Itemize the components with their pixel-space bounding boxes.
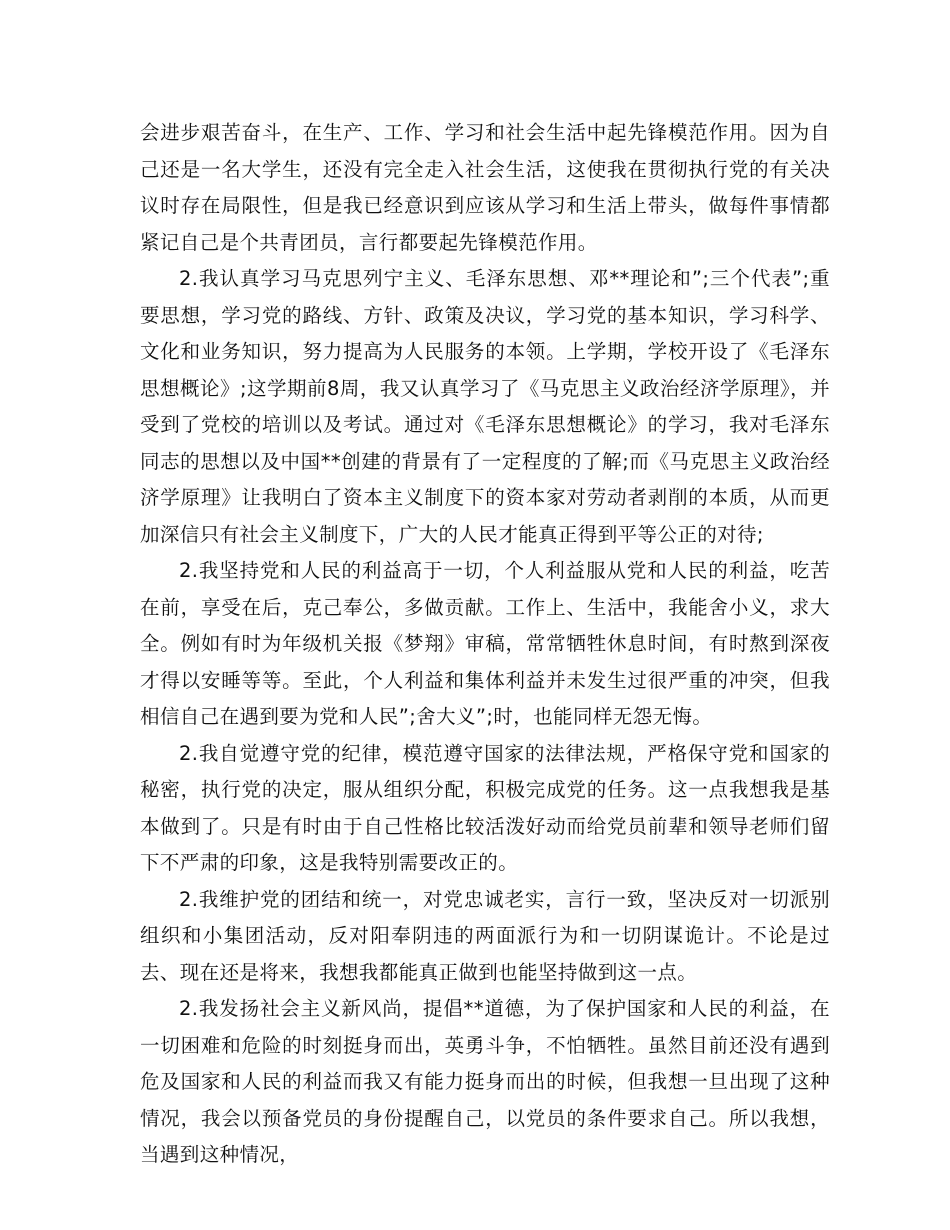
- paragraph-new-ethos: 2.我发扬社会主义新风尚，提倡**道德，为了保护国家和人民的利益，在一切困难和危险的时刻挺身而出，英勇斗争，不怕牺牲。虽然目前还没有遇到危及国家和人民的利益而我又有能力挺身而出的时候，但我想一旦出现了这种情况，我会以预备党员的身份提醒自己，以党员的条件要求自己。所以我想，当遇到这种情况，: [140, 997, 830, 1166]
- paragraph-party-unity: 2.我维护党的团结和统一，对党忠诚老实，言行一致，坚决反对一切派别组织和小集团活动，反对阳奉阴违的两面派行为和一切阴谋诡计。不论是过去、现在还是将来，我想我都能真正做到也能坚持做到这一点。: [140, 887, 830, 984]
- paragraph-party-discipline: 2.我自觉遵守党的纪律，模范遵守国家的法律法规，严格保守党和国家的秘密，执行党的决定，服从组织分配，积极完成党的任务。这一点我想我是基本做到了。只是有时由于自己性格比较活泼好动而给党员前辈和领导老师们留下不严肃的印象，这是我特别需要改正的。: [140, 741, 830, 874]
- paragraph-continuation: 会进步艰苦奋斗，在生产、工作、学习和社会生活中起先锋模范作用。因为自己还是一名大学生，还没有完全走入社会生活，这使我在贯彻执行党的有关决议时存在局限性，但是我已经意识到应该从学习和生活上带头，做每件事情都紧记自己是个共青团员，言行都要起先锋模范作用。: [140, 121, 830, 254]
- paragraph-study-theory: 2.我认真学习马克思列宁主义、毛泽东思想、邓**理论和”;三个代表”;重要思想，学习党的路线、方针、政策及决议，学习党的基本知识，学习科学、文化和业务知识，努力提高为人民服务的本领。上学期，学校开设了《毛泽东思想概论》;这学期前8周，我又认真学习了《马克思主义政治经济学原理》，并受到了党校的培训以及考试。通过对《毛泽东思想概论》的学习，我对毛泽东同志的思想以及中国**创建的背景有了一定程度的了解;而《马克思主义政治经济学原理》让我明白了资本主义制度下的资本家对劳动者剥削的本质，从而更加深信只有社会主义制度下，广大的人民才能真正得到平等公正的对待;: [140, 267, 830, 546]
- document-body: [140, 115, 830, 1174]
- paragraph-party-interests: 2.我坚持党和人民的利益高于一切，个人利益服从党和人民的利益，吃苦在前，享受在后，克己奉公，多做贡献。工作上、生活中，我能舍小义，求大全。例如有时为年级机关报《梦翔》审稿，常常牺牲休息时间，有时熬到深夜才得以安睡等等。至此，个人利益和集体利益并未发生过很严重的冲突，但我相信自己在遇到要为党和人民”;舍大义”;时，也能同样无怨无悔。: [140, 559, 830, 728]
